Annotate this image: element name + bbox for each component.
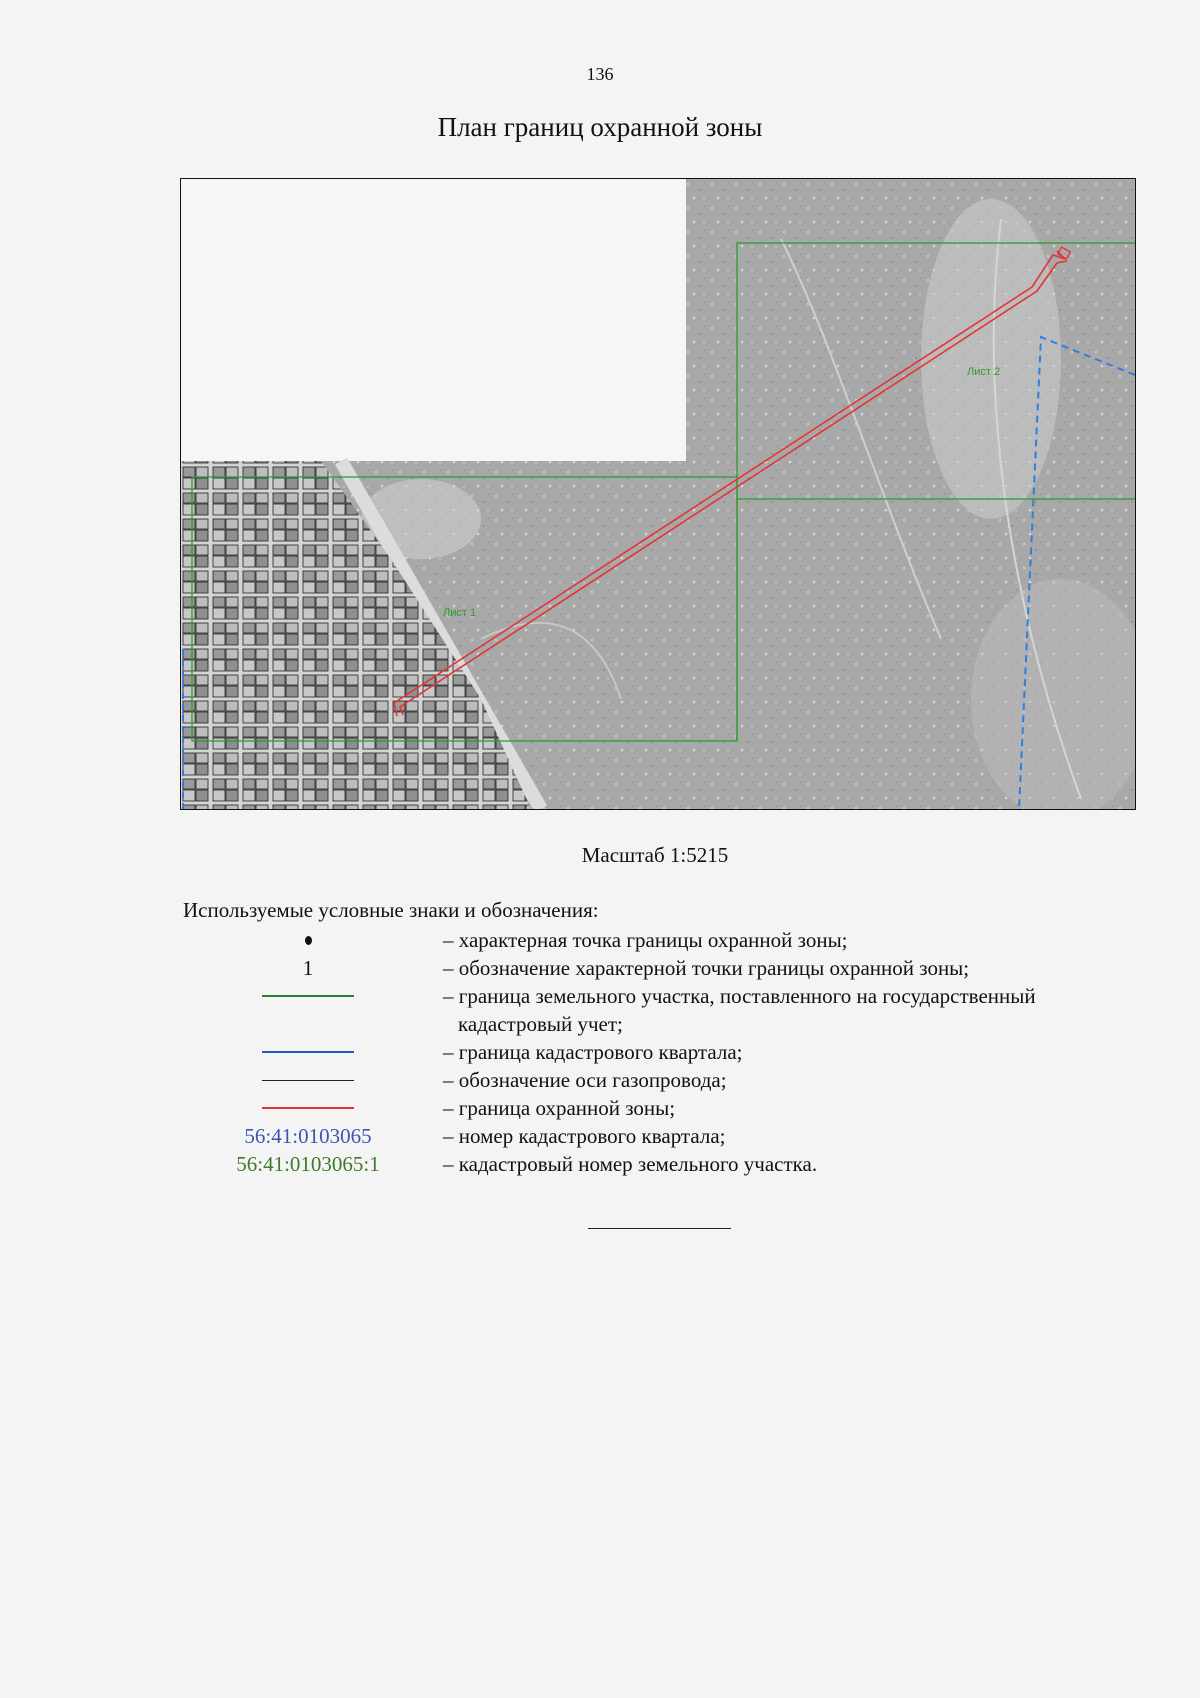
page-title: План границ охранной зоны (437, 112, 763, 142)
boundary-point-icon (305, 936, 312, 945)
legend-text: – граница охранной зоны; (443, 1096, 676, 1120)
legend-item-point-label (183, 954, 1143, 982)
legend-item-protection-zone (183, 1094, 1143, 1122)
plot-number-sample: 56:41:0103065:1 (236, 1152, 380, 1176)
legend (183, 926, 1143, 1178)
legend-text: – номер кадастрового квартала; (443, 1124, 726, 1148)
legend-item-land-plot (183, 982, 1143, 1010)
sheet-label-2: Лист 2 (967, 366, 1001, 378)
green-line-icon (262, 995, 354, 997)
sheet-label-1: Лист 1 (443, 607, 477, 619)
legend-item-land-plot-cont (183, 1010, 1143, 1038)
legend-text: – характерная точка границы охранной зоны; (443, 928, 848, 952)
map-frame[interactable] (180, 178, 1136, 810)
legend-text: кадастровый учет; (458, 1012, 623, 1036)
legend-heading: Используемые условные знаки и обозначения: (183, 898, 599, 922)
legend-text: – граница кадастрового квартала; (443, 1040, 743, 1064)
no-imagery-area (181, 179, 686, 461)
legend-text: – кадастровый номер земельного участка. (443, 1152, 818, 1176)
legend-item-point (183, 926, 1143, 954)
legend-item-gas-axis (183, 1066, 1143, 1094)
blue-line-icon (262, 1051, 354, 1053)
map-canvas (181, 179, 1135, 809)
legend-text: – обозначение оси газопровода; (443, 1068, 727, 1092)
legend-item-quarter (183, 1038, 1143, 1066)
legend-item-quarter-number (183, 1122, 1143, 1150)
page-number: 136 (586, 64, 614, 84)
legend-symbol-dot (183, 926, 433, 954)
map-scale: Масштаб 1:5215 (581, 843, 729, 867)
black-line-icon (262, 1080, 354, 1081)
legend-symbol-number: 1 (302, 956, 314, 980)
legend-text: – обозначение характерной точки границы охранной зоны; (443, 956, 970, 980)
red-line-icon (262, 1107, 354, 1109)
quarter-number-sample: 56:41:0103065 (244, 1124, 372, 1148)
legend-item-plot-number (183, 1150, 1143, 1178)
end-rule (588, 1228, 731, 1229)
legend-text: – граница земельного участка, поставленного на государственный (443, 984, 1036, 1008)
